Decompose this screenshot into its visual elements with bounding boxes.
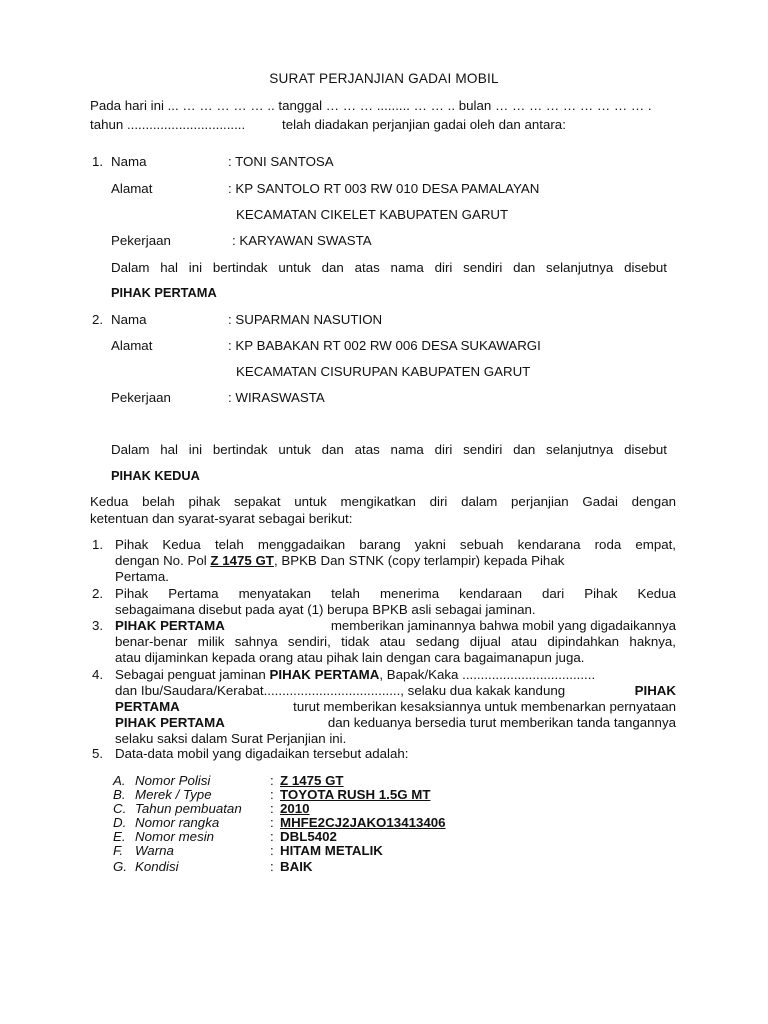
clause-1-line-1: Pihak Kedua telah menggadaikan barang yakni sebuah kendarana roda empat, [115,537,676,552]
car-data-value: Z 1475 GT [280,773,344,788]
party2-alamat-label: Alamat [111,338,153,353]
party1-pekerjaan-label: Pekerjaan [111,233,171,248]
party1-nama-label: Nama [111,154,147,169]
clause-3-text: memberikan jaminannya bahwa mobil yang digadaikannya [330,618,676,633]
clause-2-line-1: Pihak Pertama menyatakan telah menerima kendaraan dari Pihak Kedua [115,586,676,601]
clause-1-line-3: Pertama. [115,569,169,584]
clause-1-text-a: dengan No. Pol [115,553,207,568]
clause-4-line-3 [115,699,676,716]
car-data-value: TOYOTA RUSH 1.5G MT [280,787,431,802]
car-data-colon: : [270,859,274,874]
clause-4-bold-party-3: PERTAMA [115,699,180,714]
clause-4-line-2 [115,683,676,700]
party2-nama-label: Nama [111,312,147,327]
car-data-colon: : [270,829,274,844]
clause-4-line-4 [115,715,676,732]
car-data-label: Nomor rangka [135,815,220,830]
clause-3-bold-party: PIHAK PERTAMA [115,618,225,633]
car-data-letter: C. [113,801,127,816]
clause-4-bold-party-4: PIHAK PERTAMA [115,715,225,730]
party1-alamat-label: Alamat [111,181,153,196]
agreement-intro-line-2: ketentuan dan syarat-syarat sebagai berikut: [90,511,353,526]
car-data-letter: F. [113,843,124,858]
car-data-colon: : [270,843,274,858]
car-data-value: BAIK [280,859,313,874]
car-data-colon: : [270,773,274,788]
party1-pekerjaan-value: : KARYAWAN SWASTA [232,233,372,248]
party2-pekerjaan-value: : WIRASWASTA [228,390,325,405]
clause-5-line-1: Data-data mobil yang digadaikan tersebut adalah: [115,746,409,761]
clause-3-line-2: benar-benar milik sahnya sendiri, tidak atau sedang dijual atau dipindahkan haknya, [115,634,676,649]
clause-1-line-2 [115,553,676,570]
party1-nama-value: : TONI SANTOSA [228,154,334,169]
intro-line-2b: telah diadakan perjanjian gadai oleh dan antara: [282,117,566,132]
party1-alamat-value-2: KECAMATAN CIKELET KABUPATEN GARUT [236,207,509,222]
intro-line-1: Pada hari ini ... … … … … … .. tanggal … … … ......... … … .. bulan … … … … … … … … … . [90,98,652,113]
clause-3-line-3: atau dijaminkan kepada orang atau pihak lain dengan cara bagaimanapun juga. [115,650,585,665]
clause-1-number: 1. [92,537,104,552]
party2-nama-value: : SUPARMAN NASUTION [228,312,383,327]
clause-3-line-1 [115,618,676,635]
party2-number: 2. [92,312,104,327]
intro-line-2a: tahun ................................ [90,117,246,132]
clause-4-bold-party-1: PIHAK PERTAMA [269,667,380,682]
party2-role: PIHAK KEDUA [111,468,200,483]
car-data-colon: : [270,787,274,802]
clause-2-line-2: sebagaimana disebut pada ayat (1) berupa BPKB asli sebagai jaminan. [115,602,536,617]
party1-alamat-value-1: : KP SANTOLO RT 003 RW 010 DESA PAMALAYAN [228,181,540,196]
clause-4-text-b: , Bapak/Kaka .................................... [379,667,596,682]
car-data-value: DBL5402 [280,829,337,844]
clause-4-line-1 [115,667,595,684]
party2-alamat-value-2: KECAMATAN CISURUPAN KABUPATEN GARUT [236,364,531,379]
clause-4-text-a: Sebagai penguat jaminan [115,667,266,682]
car-data-letter: E. [113,829,126,844]
party1-role: PIHAK PERTAMA [111,285,217,300]
car-data-colon: : [270,815,274,830]
party2-pekerjaan-label: Pekerjaan [111,390,171,405]
clause-5-number: 5. [92,746,104,761]
clause-4-text-d: turut memberikan kesaksiannya untuk membenarkan pernyataan [293,699,676,714]
clause-4-line-5: selaku saksi dalam Surat Perjanjian ini. [115,731,347,746]
clause-1-plate-number: Z 1475 GT [210,553,274,568]
car-data-value: MHFE2CJ2JAKO13413406 [280,815,446,830]
car-data-value: 2010 [280,801,310,816]
car-data-label: Nomor mesin [135,829,215,844]
car-data-letter: D. [113,815,127,830]
clause-2-number: 2. [92,586,104,601]
car-data-value: HITAM METALIK [280,843,383,858]
page-title: SURAT PERJANJIAN GADAI MOBIL [269,71,499,86]
car-data-label: Kondisi [135,859,179,874]
party2-acting-statement: Dalam hal ini bertindak untuk dan atas nama diri sendiri dan selanjutnya disebut [111,442,667,457]
car-data-letter: A. [113,773,126,788]
party1-number: 1. [92,154,104,169]
clause-4-text-e: dan keduanya bersedia turut memberikan tanda tangannya [327,715,676,730]
clause-4-text-c: dan Ibu/Saudara/Kerabat....................................., selaku dua kakak kandung [115,683,566,698]
car-data-letter: B. [113,787,126,802]
clause-4-bold-party-2: PIHAK [634,683,676,698]
car-data-label: Merek / Type [135,787,212,802]
car-data-label: Nomor Polisi [135,773,211,788]
car-data-label: Tahun pembuatan [135,801,242,816]
clause-4-number: 4. [92,667,104,682]
agreement-intro-line-1: Kedua belah pihak sepakat untuk mengikatkan diri dalam perjanjian Gadai dengan [90,494,676,509]
car-data-label: Warna [135,843,174,858]
clause-3-number: 3. [92,618,104,633]
party2-alamat-value-1: : KP BABAKAN RT 002 RW 006 DESA SUKAWARGI [228,338,541,353]
party1-acting-statement: Dalam hal ini bertindak untuk dan atas nama diri sendiri dan selanjutnya disebut [111,260,667,275]
car-data-colon: : [270,801,274,816]
car-data-letter: G. [113,859,128,874]
clause-1-text-b: , BPKB Dan STNK (copy terlampir) kepada Pihak [273,553,565,568]
